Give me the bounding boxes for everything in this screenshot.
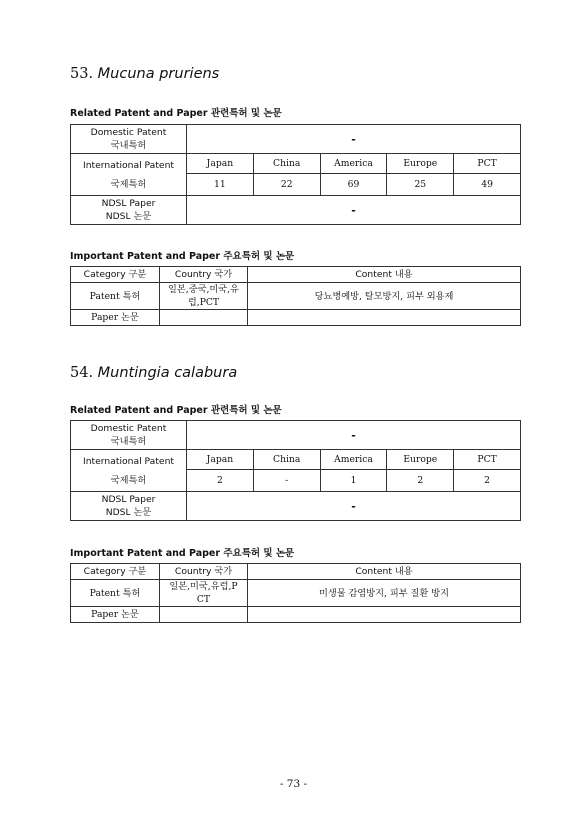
ndsl-label-ko: NDSL 논문	[105, 211, 152, 222]
patent-country-line: 일본,중국,미국,유	[168, 284, 239, 295]
header-country: Country 국가	[160, 564, 248, 580]
domestic-label-ko: 국내특허	[110, 436, 147, 447]
section-heading	[70, 66, 219, 82]
country-count: 2	[454, 470, 521, 492]
important-title: Important Patent and Paper 주요특허 및 논문	[70, 251, 295, 262]
related-title: Related Patent and Paper 관련특허 및 논문	[70, 108, 282, 119]
country-header: America	[320, 450, 387, 470]
country-header: Europe	[387, 450, 454, 470]
ndsl-label-en: NDSL Paper	[101, 494, 156, 505]
related-table	[70, 420, 521, 521]
page-number: - 73 -	[279, 778, 308, 790]
intl-label	[71, 450, 187, 492]
ndsl-label	[71, 196, 187, 225]
ndsl-value: -	[187, 492, 521, 521]
country-header: China	[253, 154, 320, 174]
domestic-label-en: Domestic Patent	[90, 423, 167, 434]
country-header: China	[253, 450, 320, 470]
country-count: 2	[187, 470, 254, 492]
intl-label-en: International Patent	[83, 455, 174, 467]
country-count: 1	[320, 470, 387, 492]
country-count: 2	[387, 470, 454, 492]
country-count: 25	[387, 174, 454, 196]
patent-label: Patent 특허	[71, 283, 160, 310]
country-header: Europe	[387, 154, 454, 174]
species-name: Muntingia calabura	[97, 365, 238, 381]
domestic-label-ko: 국내특허	[110, 140, 147, 151]
patent-content: 당뇨병예방, 탈모방지, 피부 외용제	[248, 283, 521, 310]
patent-country-line: CT	[196, 594, 211, 605]
intl-label	[71, 154, 187, 196]
country-count: -	[253, 470, 320, 492]
patent-country-line: 일본,미국,유럽,P	[169, 581, 238, 592]
domestic-value: -	[187, 421, 521, 450]
patent-label: Patent 특허	[71, 580, 160, 607]
country-header: PCT	[454, 154, 521, 174]
header-content: Content 내용	[248, 564, 521, 580]
patent-country	[160, 283, 248, 310]
ndsl-label-en: NDSL Paper	[101, 198, 156, 209]
domestic-label	[71, 125, 187, 154]
domestic-label-en: Domestic Patent	[90, 127, 167, 138]
country-header: PCT	[454, 450, 521, 470]
intl-label-ko: 국제특허	[110, 178, 147, 190]
important-table	[70, 563, 521, 623]
important-title: Important Patent and Paper 주요특허 및 논문	[70, 548, 295, 559]
paper-label: Paper 논문	[71, 310, 160, 326]
country-header: Japan	[187, 154, 254, 174]
important-table	[70, 266, 521, 326]
section-heading	[70, 365, 237, 381]
domestic-label	[71, 421, 187, 450]
intl-label-en: International Patent	[83, 159, 174, 171]
country-count: 11	[187, 174, 254, 196]
patent-content: 미생물 감염방지, 피부 질환 방지	[248, 580, 521, 607]
header-content: Content 내용	[248, 267, 521, 283]
paper-label: Paper 논문	[71, 607, 160, 623]
related-title: Related Patent and Paper 관련특허 및 논문	[70, 405, 282, 416]
patent-country	[160, 580, 248, 607]
ndsl-label-ko: NDSL 논문	[105, 507, 152, 518]
paper-content	[248, 310, 521, 326]
header-country: Country 국가	[160, 267, 248, 283]
country-count: 22	[253, 174, 320, 196]
species-name: Mucuna pruriens	[97, 66, 220, 82]
paper-country	[160, 310, 248, 326]
ndsl-value: -	[187, 196, 521, 225]
related-table	[70, 124, 521, 225]
section-number: 54.	[70, 365, 94, 381]
intl-label-ko: 국제특허	[110, 474, 147, 486]
patent-country-line: 럽,PCT	[187, 297, 220, 308]
header-category: Category 구분	[71, 564, 160, 580]
paper-country	[160, 607, 248, 623]
country-header: Japan	[187, 450, 254, 470]
domestic-value: -	[187, 125, 521, 154]
ndsl-label	[71, 492, 187, 521]
paper-content	[248, 607, 521, 623]
header-category: Category 구분	[71, 267, 160, 283]
section-number: 53.	[70, 66, 94, 82]
country-header: America	[320, 154, 387, 174]
country-count: 69	[320, 174, 387, 196]
country-count: 49	[454, 174, 521, 196]
